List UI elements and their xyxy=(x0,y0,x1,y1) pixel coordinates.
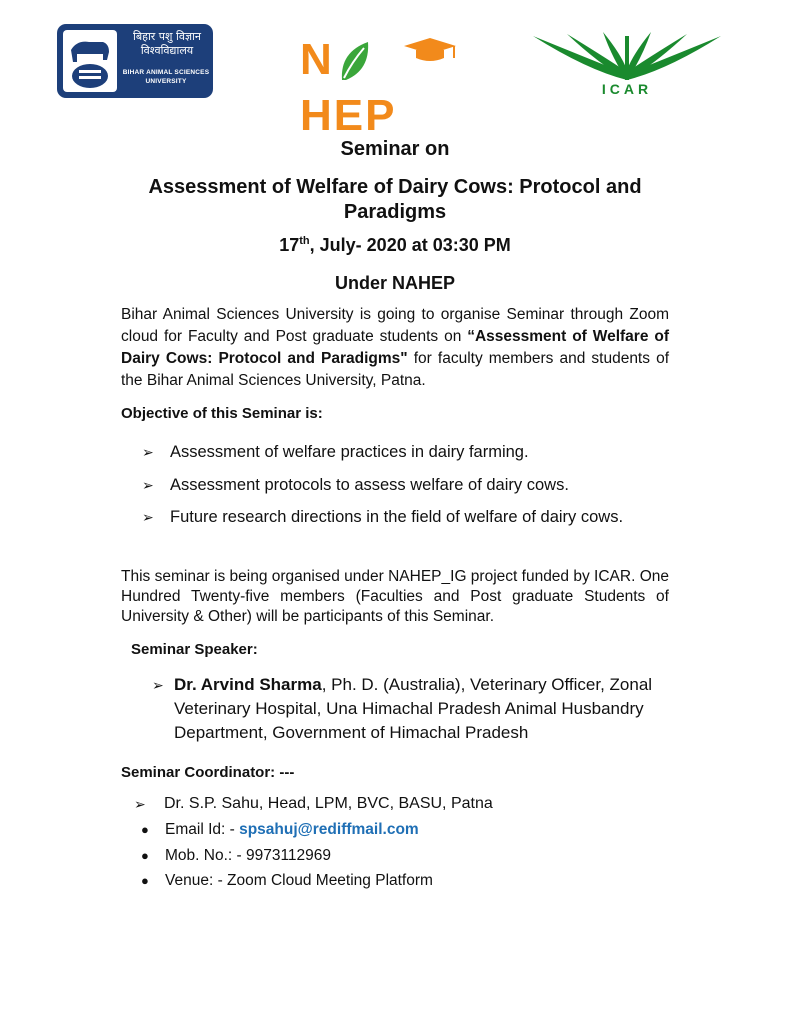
date-day: 17 xyxy=(279,235,300,255)
arrow-bullet-icon: ➢ xyxy=(142,444,154,460)
objective-item-text: Assessment protocols to assess welfare of dairy cows. xyxy=(170,476,569,494)
email-text xyxy=(165,820,645,840)
arrow-bullet-icon: ➢ xyxy=(142,509,154,525)
speaker-text xyxy=(174,673,674,745)
under-nahep-heading: Under NAHEP xyxy=(334,273,455,293)
email-link[interactable]: spsahuj@rediffmail.com xyxy=(239,821,419,838)
seminar-title: Assessment of Welfare of Dairy Cows: Protocol and Paradigms xyxy=(148,176,642,223)
icar-wheat-icon xyxy=(527,30,727,84)
arrow-bullet-icon: ➢ xyxy=(134,796,146,812)
speaker-details: , Ph. D. (Australia), Veterinary Officer, Zonal Veterinary Hospital, Una Himachal Pradesh Animal Husbandry Department, Government of Himachal Pradesh xyxy=(174,675,653,742)
objective-heading: Objective of this Seminar is: xyxy=(121,405,323,422)
nahep-letters: N HEP xyxy=(300,35,419,140)
basu-hindi-line1: बिहार पशु विज्ञान xyxy=(132,30,201,43)
coordinator-heading: Seminar Coordinator: --- xyxy=(121,764,295,781)
basu-hindi-name xyxy=(123,30,211,58)
bullet-dot-icon: ● xyxy=(141,848,149,863)
icar-wordmark: ICAR xyxy=(601,81,653,97)
objective-item-text: Future research directions in the field of welfare of dairy cows. xyxy=(170,508,624,526)
nahep-logo xyxy=(300,32,500,140)
funding-paragraph: This seminar is being organised under NAHEP_IG project funded by ICAR. One Hundred Twenty-five members (Faculties and Post graduate Students of University & Other) will be participants of this Seminar. xyxy=(121,568,669,625)
email-label: Email Id: - xyxy=(165,821,240,838)
basu-hindi-line2: विश्वविद्यालय xyxy=(140,44,194,57)
venue-text: Venue: - Zoom Cloud Meeting Platform xyxy=(165,872,433,889)
objective-item-text: Assessment of welfare practices in dairy farming. xyxy=(170,443,529,461)
seminar-on-heading: Seminar on xyxy=(340,138,450,160)
speaker-name: Dr. Arvind Sharma xyxy=(174,675,322,694)
icar-logo xyxy=(527,30,727,96)
intro-part2: for faculty members and students of the Bihar Animal Sciences University, Patna. xyxy=(121,350,670,389)
basu-emblem-icon xyxy=(63,30,117,92)
mobile-text: Mob. No.: - 9973112969 xyxy=(165,847,332,864)
intro-paragraph xyxy=(121,304,669,392)
basu-english-name: BIHAR ANIMAL SCIENCES UNIVERSITY xyxy=(122,69,210,85)
bullet-dot-icon: ● xyxy=(141,822,149,837)
arrow-bullet-icon: ➢ xyxy=(152,677,164,693)
coordinator-name: Dr. S.P. Sahu, Head, LPM, BVC, BASU, Patna xyxy=(164,795,493,812)
date-rest: , July- 2020 at 03:30 PM xyxy=(309,235,511,255)
nahep-wordmark xyxy=(300,32,500,144)
intro-part1: Bihar Animal Sciences University is going to organise Seminar through Zoom cloud for Faculty and Post graduate students on xyxy=(121,306,669,345)
seminar-date xyxy=(100,233,690,257)
date-suffix: th xyxy=(299,235,310,247)
bullet-dot-icon: ● xyxy=(141,873,149,888)
arrow-bullet-icon: ➢ xyxy=(142,477,154,493)
basu-logo xyxy=(57,24,213,98)
speaker-heading: Seminar Speaker: xyxy=(131,641,258,658)
intro-bold-title: “Assessment of Welfare of Dairy Cows: Protocol and Paradigms" xyxy=(121,328,669,367)
